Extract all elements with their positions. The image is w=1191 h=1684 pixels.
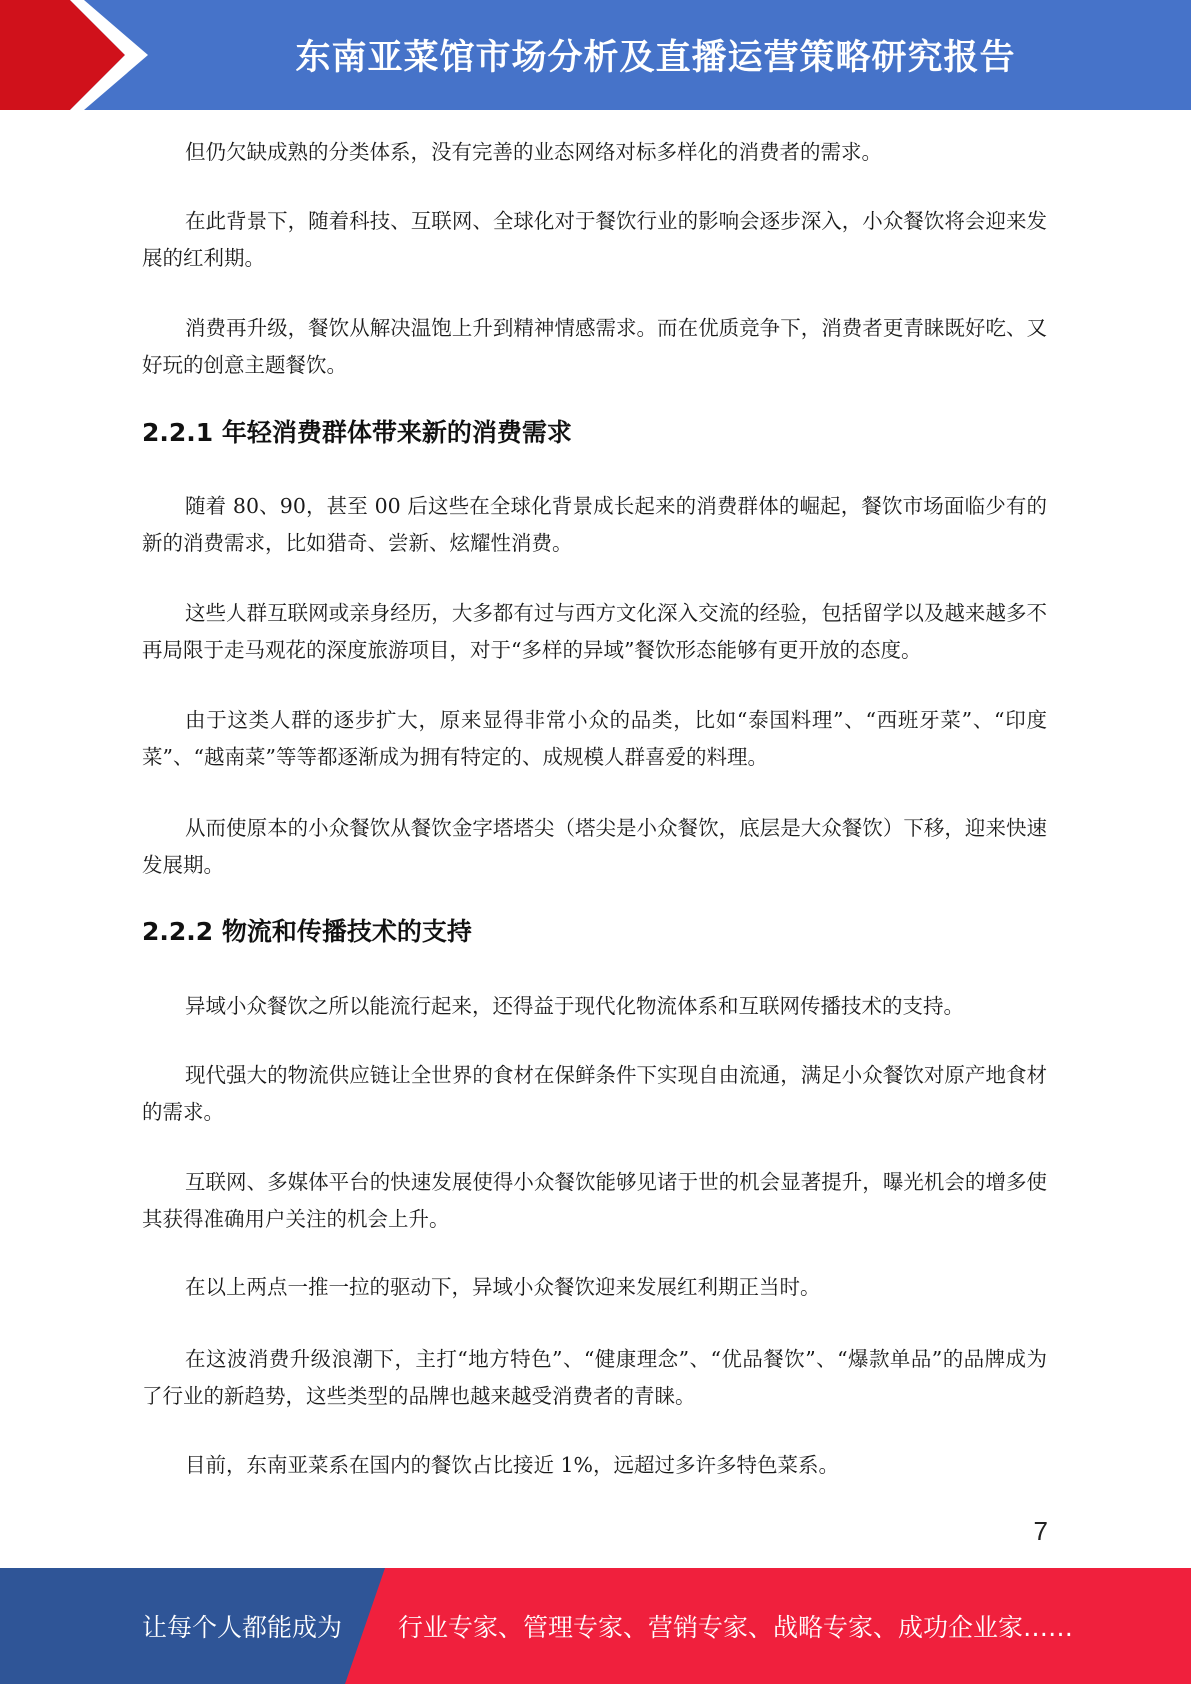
footer-slogan-left: 让每个人都能成为 bbox=[142, 1613, 343, 1642]
paragraph: 从而使原本的小众餐饮从餐饮金字塔塔尖（塔尖是小众餐饮，底层是大众餐饮）下移，迎来快速发展期。 bbox=[142, 816, 1047, 877]
footer-slogan-right: 行业专家、管理专家、营销专家、战略专家、成功企业家…… bbox=[398, 1613, 1074, 1642]
paragraph: 在此背景下，随着科技、互联网、全球化对于餐饮行业的影响会逐步深入，小众餐饮将会迎来发展的红利期。 bbox=[142, 209, 1047, 270]
paragraph: 消费再升级，餐饮从解决温饱上升到精神情感需求。而在优质竞争下，消费者更青睐既好吃、又好玩的创意主题餐饮。 bbox=[142, 316, 1047, 377]
header-arrow-decoration bbox=[0, 0, 160, 110]
paragraph: 这些人群互联网或亲身经历，大多都有过与西方文化深入交流的经验，包括留学以及越来越多不再局限于走马观花的深度旅游项目，对于“多样的异域”餐饮形态能够有更开放的态度。 bbox=[142, 601, 1047, 662]
page-footer bbox=[0, 1568, 1191, 1684]
paragraph: 由于这类人群的逐步扩大，原来显得非常小众的品类，比如“泰国料理”、“西班牙菜”、“印度菜”、“越南菜”等等都逐渐成为拥有特定的、成规模人群喜爱的料理。 bbox=[142, 708, 1047, 769]
section-heading-2-2-1: 2.2.1 年轻消费群体带来新的消费需求 bbox=[142, 418, 572, 447]
paragraph: 互联网、多媒体平台的快速发展使得小众餐饮能够见诸于世的机会显著提升，曝光机会的增多使其获得准确用户关注的机会上升。 bbox=[142, 1170, 1047, 1231]
paragraph: 异域小众餐饮之所以能流行起来，还得益于现代化物流体系和互联网传播技术的支持。 bbox=[185, 994, 964, 1018]
page-header bbox=[0, 0, 1191, 110]
paragraph: 但仍欠缺成熟的分类体系，没有完善的业态网络对标多样化的消费者的需求。 bbox=[185, 140, 882, 164]
paragraph: 在这波消费升级浪潮下，主打“地方特色”、“健康理念”、“优品餐饮”、“爆款单品”的品牌成为了行业的新趋势，这些类型的品牌也越来越受消费者的青睐。 bbox=[142, 1347, 1047, 1408]
paragraph: 随着 80、90，甚至 00 后这些在全球化背景成长起来的消费群体的崛起，餐饮市场面临少有的新的消费需求，比如猎奇、尝新、炫耀性消费。 bbox=[142, 494, 1047, 555]
paragraph: 在以上两点一推一拉的驱动下，异域小众餐饮迎来发展红利期正当时。 bbox=[185, 1275, 821, 1299]
page-number: 7 bbox=[1033, 1516, 1048, 1546]
section-heading-2-2-2: 2.2.2 物流和传播技术的支持 bbox=[142, 917, 472, 946]
paragraph: 现代强大的物流供应链让全世界的食材在保鲜条件下实现自由流通，满足小众餐饮对原产地食材的需求。 bbox=[142, 1063, 1047, 1124]
paragraph: 目前，东南亚菜系在国内的餐饮占比接近 1%，远超过多许多特色菜系。 bbox=[185, 1453, 840, 1477]
document-title: 东南亚菜馆市场分析及直播运营策略研究报告 bbox=[295, 38, 1016, 78]
